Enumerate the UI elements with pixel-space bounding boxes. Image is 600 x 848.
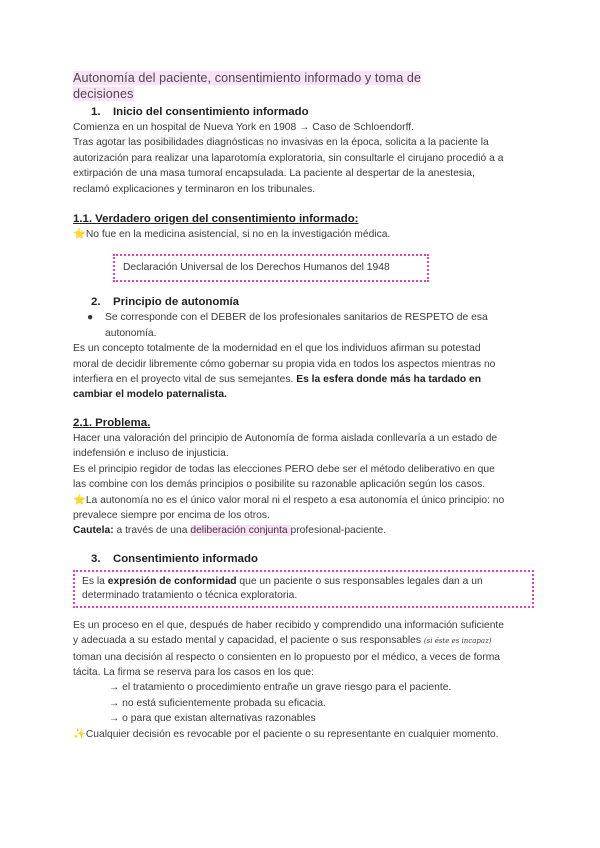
section-2-1-line: indefensión e incluso de injusticia. [73, 448, 229, 460]
section-2-1-line: prevalece siempre por encima de los otros. [73, 509, 270, 521]
section-3-line: y adecuada a su estado mental y capacidad, el paciente o sus responsables (si éste es incapaz) [73, 635, 492, 647]
section-2-1-line: Es el principio regidor de todas las elecciones PERO debe ser el método deliberativo en que [73, 463, 495, 475]
section-2-1-line: Hacer una valoración del principio de Autonomía de forma aislada conllevaría a un estado de [73, 432, 498, 444]
section-1-line: extirpación de una masa tumoral encapsulada. La paciente al despertar de la anestesia, [73, 168, 475, 180]
bullet-dot-icon: ● [87, 312, 94, 324]
section-3-number: 3. [91, 552, 101, 565]
section-1-1-text [73, 227, 533, 242]
title-line-2: decisiones [73, 87, 134, 101]
section-1-line: Comienza en un hospital de Nueva York en 1908 → Caso de Schloendorff. [73, 122, 414, 133]
arrow-item: → no está suficientemente probada su eficacia. [109, 697, 326, 709]
bullet-line-1: Se corresponde con el DEBER de los profesionales sanitarios de RESPETO de esa [105, 312, 488, 324]
star-icon: ⭐ [73, 229, 86, 241]
highlight-deliberacion: deliberación conjunta [190, 525, 291, 537]
document-title [73, 70, 533, 102]
section-1-line: autorización para realizar una laparotomía exploratoria, sin consultarle el cirujano procedió a a [73, 152, 504, 164]
bullet-line-2: autonomía. [105, 327, 157, 339]
section-1-1-sentence: No fue en la medicina asistencial, si no en la investigación médica. [85, 229, 391, 241]
sparkle-icon: ✨ [73, 728, 86, 740]
section-1-heading [73, 104, 533, 120]
section-2-bullet [73, 310, 533, 341]
section-2-1-heading: 2.1. Problema. [73, 416, 151, 429]
section-2-number: 2. [91, 296, 101, 309]
section-3-line: tácita. La firma se reserva para los casos en los que: [73, 666, 314, 678]
section-1-number: 1. [91, 106, 101, 118]
section-2-heading [73, 294, 533, 310]
final-line: ✨Cualquier decisión es revocable por el paciente o su representante en cualquier momento. [73, 728, 499, 740]
section-2-line: Es un concepto totalmente de la modernidad en el que los individuos afirman su potestad [73, 343, 481, 355]
handwritten-note: (si éste es incapaz) [423, 637, 492, 646]
section-2-1-line: las combine con los demás principios o posibilite su razonable aplicación según los casos. [73, 479, 486, 491]
section-3-title: Consentimiento informado [113, 552, 258, 565]
document-page [73, 70, 533, 742]
section-2-line: moral de decidir libremente cómo gobernar su propia vida en todos los aspectos mientras no [73, 358, 496, 370]
declaration-text: Declaración Universal de los Derechos Humanos del 1948 [123, 262, 390, 274]
section-3-heading [73, 551, 533, 567]
section-2-line: interfiera en el proyecto vital de sus semejantes. Es la esfera donde más ha tardado en [73, 374, 482, 386]
arrow-item: → o para que existan alternativas razonables [109, 713, 316, 725]
section-1-line: reclamó explicaciones y terminaron en los tribunales. [73, 183, 316, 195]
section-2-title: Principio de autonomía [113, 296, 239, 309]
cautela-line: Cautela: a través de una deliberación conjunta profesional-paciente. [73, 525, 387, 537]
section-1-1-heading: 1.1. Verdadero origen del consentimiento informado: [73, 213, 359, 226]
section-3-line: toman una decisión al respecto o consienten en lo propuesto por el médico, a veces de forma [73, 651, 501, 663]
definition-box: Es la expresión de conformidad que un paciente o sus responsables legales dan a un determinado tratamiento o técnica exploratoria. [73, 570, 534, 608]
section-3-line: Es un proceso en el que, después de haber recibido y comprendido una información suficiente [73, 619, 505, 631]
section-1-title: Inicio del consentimiento informado [113, 106, 309, 118]
star-icon: ⭐ [73, 494, 86, 506]
section-2-1-star-line: ⭐La autonomía no es el único valor moral ni el respeto a esa autonomía el único principio: no [73, 494, 505, 506]
arrow-item: → el tratamiento o procedimiento entrañe un grave riesgo para el paciente. [109, 682, 452, 694]
declaration-box [113, 254, 429, 282]
title-line-1: Autonomía del paciente, consentimiento informado y toma de [73, 71, 422, 85]
section-1-line: Tras agotar las posibilidades diagnósticas no invasivas en la época, solicita a la paciente la [73, 137, 489, 149]
section-2-bold-line: cambiar el modelo paternalista. [73, 389, 227, 401]
